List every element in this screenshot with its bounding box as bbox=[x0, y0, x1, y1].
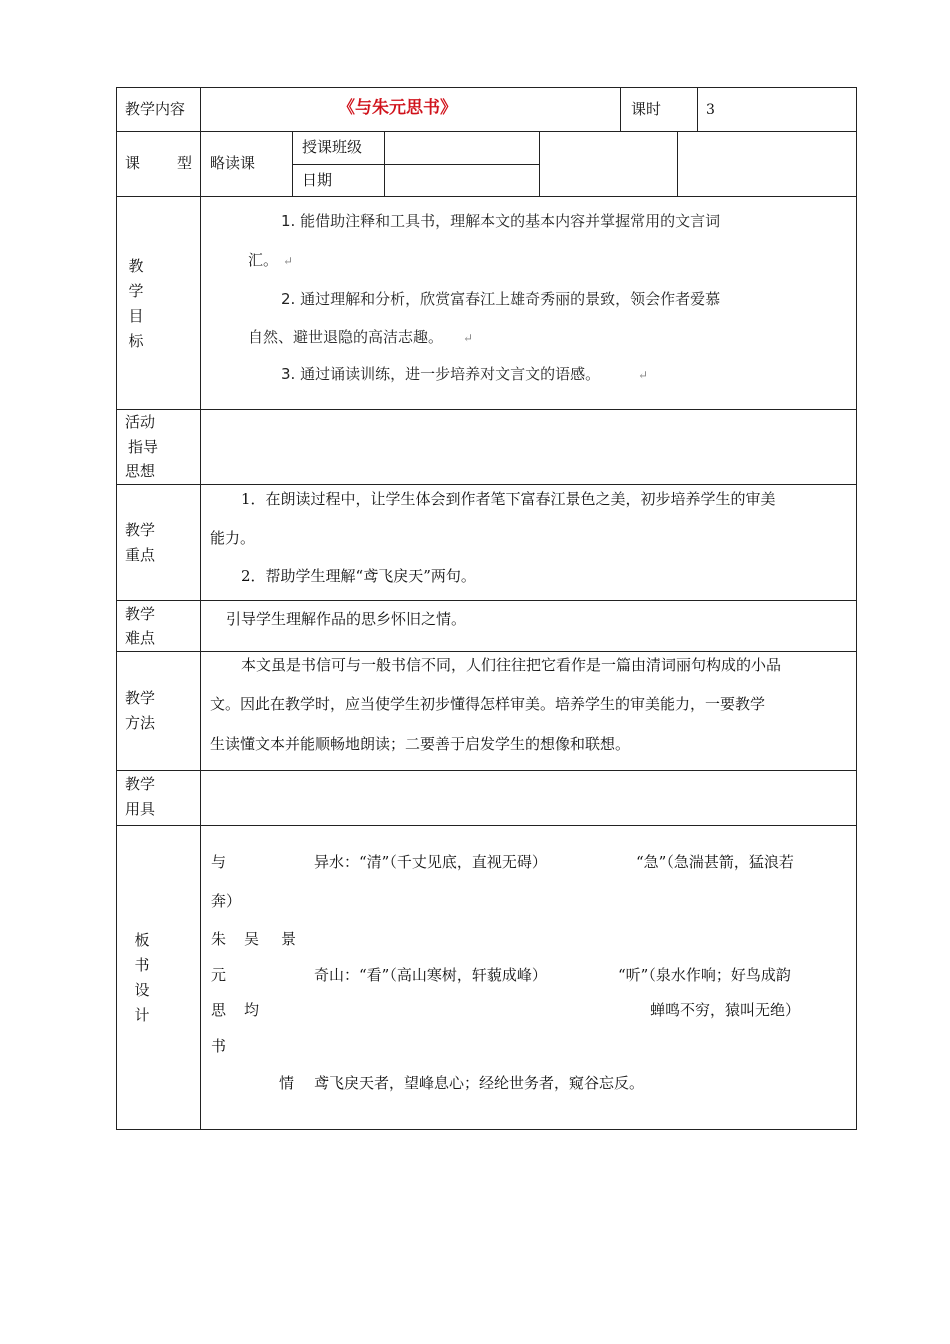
lesson-type-label-char: 型 bbox=[177, 154, 193, 172]
return-mark-icon: ↵ bbox=[638, 368, 649, 382]
board-label-char: 计 bbox=[134, 1006, 150, 1024]
board-water-wrap: 奔） bbox=[211, 892, 242, 910]
board-label-char: 设 bbox=[134, 981, 150, 999]
method-label-line: 教学 bbox=[125, 689, 156, 707]
row-divider bbox=[116, 651, 857, 652]
method-line: 文。因此在教学时，应当使学生初步懂得怎样审美。培养学生的审美能力，一要教学 bbox=[210, 695, 766, 713]
objective-line: 3. 通过诵读训练，进一步培养对文言文的语感。 bbox=[281, 365, 601, 383]
col-divider bbox=[384, 131, 385, 196]
period-value: 3 bbox=[706, 102, 715, 118]
board-feeling-label: 情 bbox=[279, 1074, 295, 1092]
lesson-type-label-char: 课 bbox=[125, 154, 141, 172]
objective-line: 1. 能借助注释和工具书，理解本文的基本内容并掌握常用的文言词 bbox=[281, 212, 721, 230]
key-points-line: 能力。 bbox=[210, 529, 256, 547]
date-label: 日期 bbox=[302, 171, 333, 189]
content-label: 教学内容 bbox=[125, 100, 186, 118]
board-title-char: 书 bbox=[211, 1037, 227, 1055]
difficulty-content: 引导学生理解作品的思乡怀旧之情。 bbox=[226, 610, 467, 628]
board-title-char: 与 bbox=[211, 853, 227, 871]
objective-line: 2. 通过理解和分析，欣赏富春江上雄奇秀丽的景致，领会作者爱慕 bbox=[281, 290, 721, 308]
board-title-char: 朱 bbox=[211, 930, 227, 948]
row-divider bbox=[116, 409, 857, 410]
row-divider bbox=[116, 131, 857, 132]
guiding-label-line: 活动 bbox=[125, 413, 156, 431]
board-label-char: 板 bbox=[134, 931, 150, 949]
guiding-label-line: 思想 bbox=[125, 462, 156, 480]
difficulty-label-line: 教学 bbox=[125, 605, 156, 623]
objectives-label-char: 标 bbox=[128, 332, 144, 350]
board-water-line-2: “急”（急湍甚箭，猛浪若 bbox=[636, 853, 794, 871]
lesson-type-value: 略读课 bbox=[210, 154, 256, 172]
key-points-line: 1．在朗读过程中，让学生体会到作者笔下富春江景色之美，初步培养学生的审美 bbox=[241, 490, 776, 508]
key-points-label-line: 教学 bbox=[125, 521, 156, 539]
class-label: 授课班级 bbox=[302, 138, 363, 156]
difficulty-label-line: 难点 bbox=[125, 629, 156, 647]
board-author-char: 均 bbox=[244, 1001, 260, 1019]
row-divider bbox=[116, 825, 857, 826]
guiding-label-line: 指导 bbox=[128, 438, 159, 456]
board-mountain-line-2: “听”（泉水作响；好鸟成韵 bbox=[618, 966, 791, 984]
col-divider bbox=[292, 131, 293, 196]
period-label: 课时 bbox=[631, 100, 662, 118]
return-mark-icon: ↵ bbox=[463, 331, 474, 345]
row-divider bbox=[116, 600, 857, 601]
board-mountain-line: 奇山：“看”（高山寒树，轩藐成峰） bbox=[314, 966, 547, 984]
return-mark-icon: ↵ bbox=[283, 254, 294, 268]
row-divider bbox=[116, 770, 857, 771]
method-line: 生读懂文本并能顺畅地朗读；二要善于启发学生的想像和联想。 bbox=[210, 735, 631, 753]
objectives-label-char: 教 bbox=[128, 257, 144, 275]
row-divider bbox=[116, 484, 857, 485]
col-divider bbox=[539, 131, 540, 196]
board-author-char: 吴 bbox=[244, 930, 260, 948]
tools-label-line: 教学 bbox=[125, 775, 156, 793]
board-water-line: 异水：“清”（千丈见底，直视无碍） bbox=[314, 853, 547, 871]
board-feeling-line: 鸢飞戾天者，望峰息心；经纶世务者，窥谷忘反。 bbox=[314, 1074, 645, 1092]
objective-line: 自然、避世退隐的高洁志趣。 bbox=[248, 328, 444, 346]
key-points-label-line: 重点 bbox=[125, 546, 156, 564]
board-title-char: 元 bbox=[211, 966, 227, 984]
col-divider bbox=[620, 87, 621, 131]
board-label-char: 书 bbox=[134, 956, 150, 974]
board-mountain-wrap: 蝉鸣不穷，猿叫无绝） bbox=[650, 1001, 801, 1019]
col-divider bbox=[677, 131, 678, 196]
col-divider bbox=[697, 87, 698, 131]
objective-line: 汇。 bbox=[248, 251, 279, 269]
objectives-label-char: 学 bbox=[128, 282, 144, 300]
row-divider bbox=[292, 164, 539, 165]
board-scene-label: 景 bbox=[281, 930, 297, 948]
objectives-label-char: 目 bbox=[128, 307, 144, 325]
tools-label-line: 用具 bbox=[125, 800, 156, 818]
col-divider bbox=[200, 87, 201, 1130]
key-points-line: 2．帮助学生理解“鸢飞戾天”两句。 bbox=[241, 567, 476, 585]
method-line: 本文虽是书信可与一般书信不同，人们往往把它看作是一篇由清词丽句构成的小品 bbox=[241, 656, 782, 674]
page-title: 《与朱元思书》 bbox=[338, 98, 457, 118]
board-title-char: 思 bbox=[211, 1001, 227, 1019]
row-divider bbox=[116, 196, 857, 197]
method-label-line: 方法 bbox=[125, 714, 156, 732]
